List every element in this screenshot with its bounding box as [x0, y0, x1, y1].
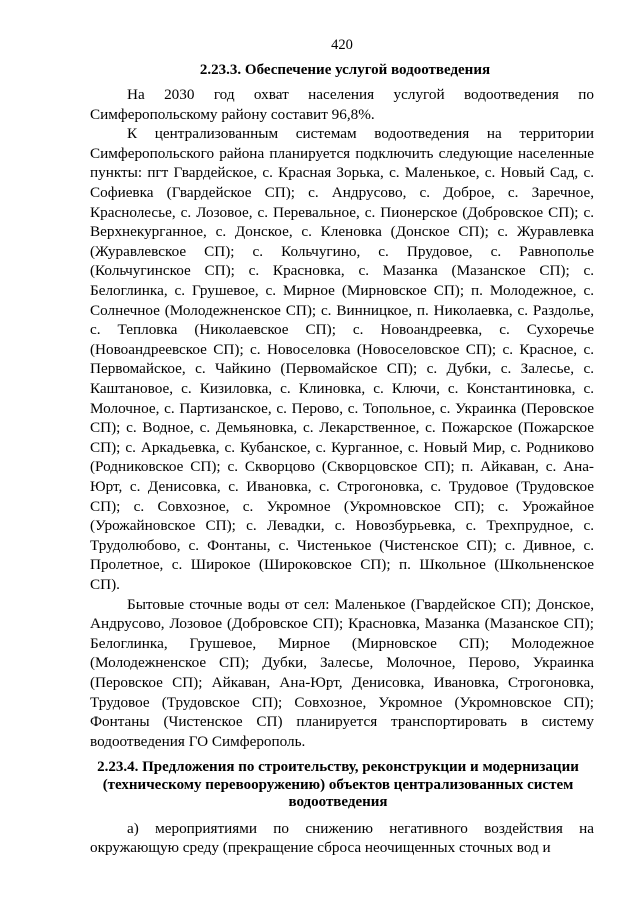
section-heading-2-23-3: 2.23.3. Обеспечение услугой водоотведения	[199, 61, 491, 78]
paragraph-measures: а) мероприятиями по снижению негативного воздействия на окружающую среду (прекращение сброса неочищенных сточных вод и	[90, 819, 594, 857]
paragraph-settlements: К централизованным системам водоотведения на территории Симферопольского района планируется подключить следующие населенные пункты: пгт Гвардейское, с. Красная Зорька, с. Маленькое, с. Новый Сад, с. Софиевка (Гвардейское СП); с. Андрусово, с. Доброе, с. Заречное, Краснолесье, с. Лозовое, с. Перевальное, с. Пионерское (Добровское СП); с. Верхнекурганное, с. Донское, с. Кленовка (Донское СП); с. Журавлевка (Журавлевское СП); с. Кольчугино, с. Прудовое, с. Равнополье (Кольчугинское СП); с. Красновка, с. Мазанка (Мазанское СП); с. Белоглинка, с. Грушевое, с. Мирное (Мирновское СП); п. Молодежное, с. Солнечное (Молодежненское СП); с. Винницкое, п. Николаевка, с. Раздолье, с. Тепловка (Николаевское СП); с. Новоандреевка, с. Сухоречье (Новоандреевское СП); с. Новоселовка (Новоселовское СП); с. Красное, с. Первомайское, с. Чайкино (Первомайское СП); с. Дубки, с. Залесье, с. Каштановое, с. Кизиловка, с. Клиновка, с. Ключи, с. Константиновка, с. Молочное, с. Партизанское, с. Перово, с. Топольное, с. Украинка (Перовское СП); с. Водное, с. Демьяновка, с. Лекарственное, с. Пожарское (Пожарское СП); с. Аркадьевка, с. Кубанское, с. Курганное, с. Новый Мир, с. Родниково (Родниковское СП); с. Скворцово (Скворцовское СП); п. Айкаван, с. Ана-Юрт, с. Денисовка, с. Ивановка, с. Строгоновка, с. Трудовое (Трудовское СП); с. Совхозное, с. Укромное (Укромновское СП); с. Урожайное (Урожайновское СП); с. Левадки, с. Новозбурьевка, с. Трехпрудное, с. Трудолюбово, с. Фонтаны, с. Чистенькое (Чистенское СП); с. Дивное, с. Пролетное, с. Широкое (Широковское СП); п. Школьное (Школьненское СП).	[90, 125, 594, 593]
paragraph-coverage: На 2030 год охват населения услугой водоотведения по Симферопольскому району составит 96,8%.	[90, 86, 594, 123]
paragraph-wastewater-transport: Бытовые сточные воды от сел: Маленькое (Гвардейское СП); Донское, Андрусово, Лозовое (Добровское СП); Красновка, Мазанка (Мазанское СП); Белоглинка, Грушевое, Мирное (Мирновское СП); Молодежное (Молодежненское СП); Дубки, Залесье, Молочное, Перово, Украинка (Перовское СП); Айкаван, Ана-Юрт, Денисовка, Ивановка, Строгоновка, Трудовое (Трудовское СП); Совхозное, Укромное (Укромновское СП); Фонтаны (Чистенское СП) планируется транспортировать в систему водоотведения ГО Симферополь.	[90, 595, 594, 750]
section-heading-2-23-4: 2.23.4. Предложения по строительству, реконструкции и модернизации (техническому перевооружению) объектов централизованных систем водоотведения	[97, 759, 579, 811]
page-number: 420	[331, 37, 353, 53]
